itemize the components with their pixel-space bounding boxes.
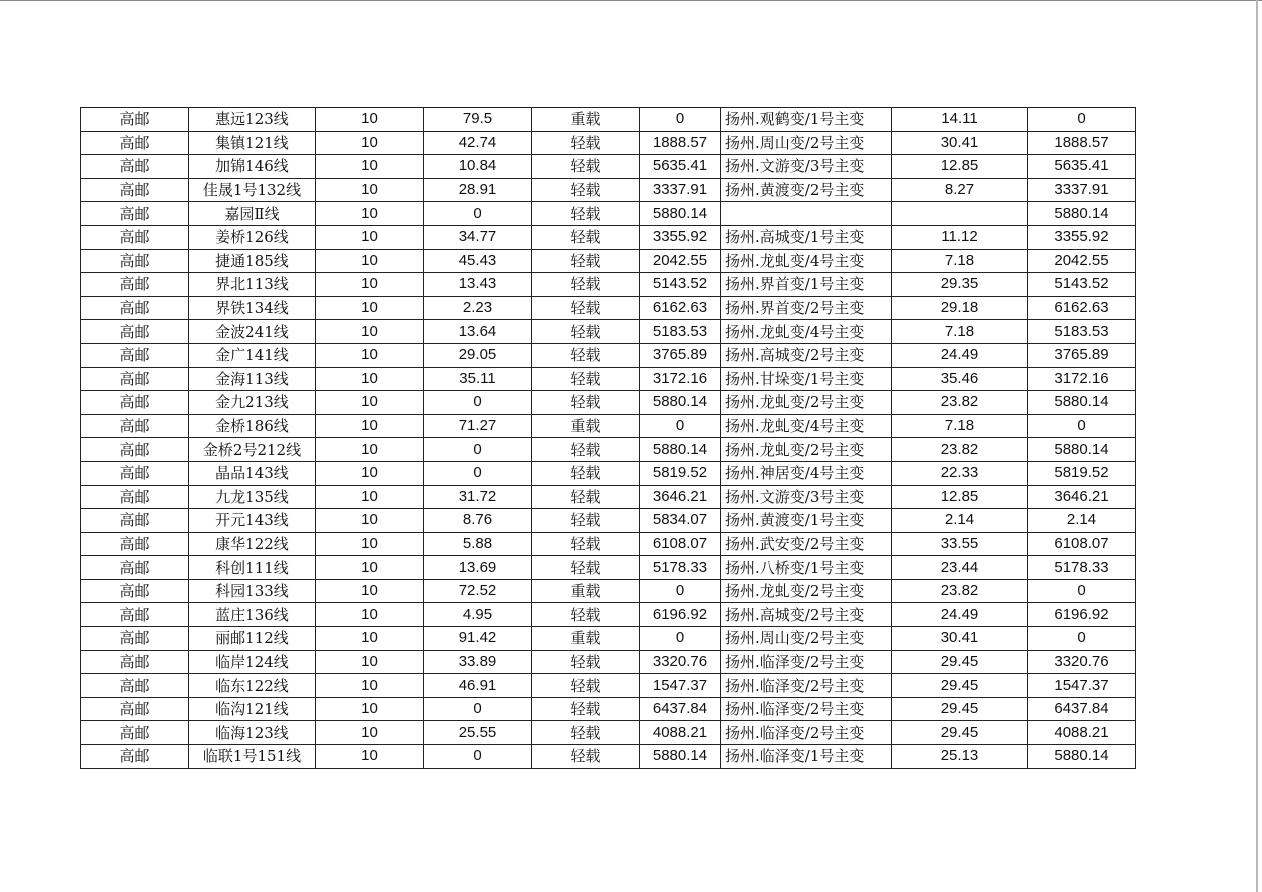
transformer-rate-cell: 2.14 bbox=[892, 509, 1028, 533]
load-rate-cell: 10.84 bbox=[424, 155, 532, 179]
spare-capacity-cell: 0 bbox=[640, 414, 721, 438]
table-row bbox=[81, 438, 1136, 462]
voltage-cell: 10 bbox=[316, 461, 424, 485]
transformer-rate-cell: 8.27 bbox=[892, 178, 1028, 202]
available-capacity-cell: 5183.53 bbox=[1028, 320, 1136, 344]
table-row bbox=[81, 225, 1136, 249]
load-status-cell: 轻载 bbox=[532, 603, 640, 627]
voltage-cell: 10 bbox=[316, 178, 424, 202]
transformer-rate-cell: 29.45 bbox=[892, 697, 1028, 721]
line-name-cell: 界北113线 bbox=[189, 273, 316, 297]
substation-cell bbox=[721, 202, 892, 226]
county-cell: 高邮 bbox=[81, 320, 189, 344]
spare-capacity-cell: 3172.16 bbox=[640, 367, 721, 391]
transformer-rate-cell: 24.49 bbox=[892, 343, 1028, 367]
table-row bbox=[81, 745, 1136, 769]
load-status-cell: 轻载 bbox=[532, 273, 640, 297]
substation-cell: 扬州.临泽变/1号主变 bbox=[721, 745, 892, 769]
available-capacity-cell: 3765.89 bbox=[1028, 343, 1136, 367]
page-right-edge bbox=[1256, 0, 1258, 892]
load-rate-cell: 4.95 bbox=[424, 603, 532, 627]
county-cell: 高邮 bbox=[81, 155, 189, 179]
available-capacity-cell: 0 bbox=[1028, 108, 1136, 132]
substation-cell: 扬州.高城变/2号主变 bbox=[721, 343, 892, 367]
load-status-cell: 轻载 bbox=[532, 509, 640, 533]
spare-capacity-cell: 6437.84 bbox=[640, 697, 721, 721]
load-status-cell: 轻载 bbox=[532, 721, 640, 745]
transformer-rate-cell: 14.11 bbox=[892, 108, 1028, 132]
load-rate-cell: 34.77 bbox=[424, 225, 532, 249]
voltage-cell: 10 bbox=[316, 202, 424, 226]
line-name-cell: 科园133线 bbox=[189, 579, 316, 603]
load-status-cell: 轻载 bbox=[532, 697, 640, 721]
county-cell: 高邮 bbox=[81, 461, 189, 485]
voltage-cell: 10 bbox=[316, 414, 424, 438]
substation-cell: 扬州.黄渡变/1号主变 bbox=[721, 509, 892, 533]
load-status-cell: 轻载 bbox=[532, 155, 640, 179]
load-status-cell: 轻载 bbox=[532, 532, 640, 556]
substation-cell: 扬州.周山变/2号主变 bbox=[721, 131, 892, 155]
voltage-cell: 10 bbox=[316, 225, 424, 249]
spare-capacity-cell: 5880.14 bbox=[640, 391, 721, 415]
load-rate-cell: 46.91 bbox=[424, 674, 532, 698]
voltage-cell: 10 bbox=[316, 367, 424, 391]
voltage-cell: 10 bbox=[316, 627, 424, 651]
load-status-cell: 轻载 bbox=[532, 461, 640, 485]
available-capacity-cell: 6196.92 bbox=[1028, 603, 1136, 627]
substation-cell: 扬州.观鹤变/1号主变 bbox=[721, 108, 892, 132]
county-cell: 高邮 bbox=[81, 627, 189, 651]
page-top-border bbox=[0, 0, 1262, 1]
load-status-cell: 重载 bbox=[532, 108, 640, 132]
county-cell: 高邮 bbox=[81, 273, 189, 297]
voltage-cell: 10 bbox=[316, 155, 424, 179]
data-table bbox=[80, 107, 1136, 769]
line-name-cell: 集镇121线 bbox=[189, 131, 316, 155]
load-rate-cell: 0 bbox=[424, 438, 532, 462]
county-cell: 高邮 bbox=[81, 603, 189, 627]
line-name-cell: 丽邮112线 bbox=[189, 627, 316, 651]
available-capacity-cell: 4088.21 bbox=[1028, 721, 1136, 745]
spare-capacity-cell: 0 bbox=[640, 627, 721, 651]
voltage-cell: 10 bbox=[316, 603, 424, 627]
line-name-cell: 蓝庄136线 bbox=[189, 603, 316, 627]
load-rate-cell: 45.43 bbox=[424, 249, 532, 273]
available-capacity-cell: 6108.07 bbox=[1028, 532, 1136, 556]
spare-capacity-cell: 3765.89 bbox=[640, 343, 721, 367]
table-row bbox=[81, 296, 1136, 320]
county-cell: 高邮 bbox=[81, 532, 189, 556]
available-capacity-cell: 5819.52 bbox=[1028, 461, 1136, 485]
spare-capacity-cell: 5635.41 bbox=[640, 155, 721, 179]
voltage-cell: 10 bbox=[316, 343, 424, 367]
load-status-cell: 轻载 bbox=[532, 320, 640, 344]
load-rate-cell: 13.43 bbox=[424, 273, 532, 297]
line-name-cell: 金波241线 bbox=[189, 320, 316, 344]
table-row bbox=[81, 131, 1136, 155]
available-capacity-cell: 5880.14 bbox=[1028, 438, 1136, 462]
load-rate-cell: 35.11 bbox=[424, 367, 532, 391]
substation-cell: 扬州.龙虬变/2号主变 bbox=[721, 391, 892, 415]
load-status-cell: 轻载 bbox=[532, 131, 640, 155]
load-status-cell: 轻载 bbox=[532, 343, 640, 367]
table-row bbox=[81, 627, 1136, 651]
available-capacity-cell: 3320.76 bbox=[1028, 650, 1136, 674]
line-name-cell: 嘉园Ⅱ线 bbox=[189, 202, 316, 226]
table-row bbox=[81, 249, 1136, 273]
transformer-rate-cell: 23.82 bbox=[892, 579, 1028, 603]
substation-cell: 扬州.甘垛变/1号主变 bbox=[721, 367, 892, 391]
spare-capacity-cell: 4088.21 bbox=[640, 721, 721, 745]
load-rate-cell: 25.55 bbox=[424, 721, 532, 745]
line-name-cell: 金桥2号212线 bbox=[189, 438, 316, 462]
county-cell: 高邮 bbox=[81, 438, 189, 462]
transformer-rate-cell: 7.18 bbox=[892, 249, 1028, 273]
line-name-cell: 九龙135线 bbox=[189, 485, 316, 509]
line-name-cell: 加锦146线 bbox=[189, 155, 316, 179]
load-rate-cell: 0 bbox=[424, 461, 532, 485]
load-rate-cell: 0 bbox=[424, 697, 532, 721]
transformer-rate-cell: 24.49 bbox=[892, 603, 1028, 627]
available-capacity-cell: 3337.91 bbox=[1028, 178, 1136, 202]
load-rate-cell: 13.64 bbox=[424, 320, 532, 344]
voltage-cell: 10 bbox=[316, 296, 424, 320]
transformer-rate-cell: 11.12 bbox=[892, 225, 1028, 249]
transformer-rate-cell: 23.82 bbox=[892, 438, 1028, 462]
load-status-cell: 轻载 bbox=[532, 178, 640, 202]
line-name-cell: 临东122线 bbox=[189, 674, 316, 698]
county-cell: 高邮 bbox=[81, 579, 189, 603]
transformer-rate-cell: 30.41 bbox=[892, 627, 1028, 651]
voltage-cell: 10 bbox=[316, 249, 424, 273]
available-capacity-cell: 3172.16 bbox=[1028, 367, 1136, 391]
load-rate-cell: 79.5 bbox=[424, 108, 532, 132]
available-capacity-cell: 5880.14 bbox=[1028, 202, 1136, 226]
table-row bbox=[81, 108, 1136, 132]
substation-cell: 扬州.高城变/1号主变 bbox=[721, 225, 892, 249]
load-status-cell: 轻载 bbox=[532, 745, 640, 769]
load-status-cell: 轻载 bbox=[532, 249, 640, 273]
table-row bbox=[81, 721, 1136, 745]
transformer-rate-cell: 12.85 bbox=[892, 485, 1028, 509]
line-name-cell: 捷通185线 bbox=[189, 249, 316, 273]
line-name-cell: 康华122线 bbox=[189, 532, 316, 556]
table-row bbox=[81, 178, 1136, 202]
spare-capacity-cell: 5178.33 bbox=[640, 556, 721, 580]
county-cell: 高邮 bbox=[81, 556, 189, 580]
transformer-rate-cell: 29.45 bbox=[892, 721, 1028, 745]
table-row bbox=[81, 155, 1136, 179]
transformer-rate-cell: 25.13 bbox=[892, 745, 1028, 769]
voltage-cell: 10 bbox=[316, 579, 424, 603]
load-rate-cell: 31.72 bbox=[424, 485, 532, 509]
spare-capacity-cell: 3355.92 bbox=[640, 225, 721, 249]
load-status-cell: 轻载 bbox=[532, 485, 640, 509]
available-capacity-cell: 1888.57 bbox=[1028, 131, 1136, 155]
load-status-cell: 重载 bbox=[532, 627, 640, 651]
available-capacity-cell: 2.14 bbox=[1028, 509, 1136, 533]
available-capacity-cell: 1547.37 bbox=[1028, 674, 1136, 698]
load-status-cell: 轻载 bbox=[532, 438, 640, 462]
line-name-cell: 惠远123线 bbox=[189, 108, 316, 132]
transformer-rate-cell: 7.18 bbox=[892, 414, 1028, 438]
table-row bbox=[81, 391, 1136, 415]
available-capacity-cell: 3355.92 bbox=[1028, 225, 1136, 249]
line-name-cell: 姜桥126线 bbox=[189, 225, 316, 249]
voltage-cell: 10 bbox=[316, 485, 424, 509]
available-capacity-cell: 5635.41 bbox=[1028, 155, 1136, 179]
spare-capacity-cell: 5880.14 bbox=[640, 438, 721, 462]
transformer-rate-cell: 12.85 bbox=[892, 155, 1028, 179]
line-name-cell: 临联1号151线 bbox=[189, 745, 316, 769]
load-rate-cell: 5.88 bbox=[424, 532, 532, 556]
load-status-cell: 轻载 bbox=[532, 225, 640, 249]
voltage-cell: 10 bbox=[316, 721, 424, 745]
load-status-cell: 轻载 bbox=[532, 650, 640, 674]
voltage-cell: 10 bbox=[316, 108, 424, 132]
spare-capacity-cell: 6162.63 bbox=[640, 296, 721, 320]
spare-capacity-cell: 2042.55 bbox=[640, 249, 721, 273]
available-capacity-cell: 5178.33 bbox=[1028, 556, 1136, 580]
transformer-rate-cell: 30.41 bbox=[892, 131, 1028, 155]
spare-capacity-cell: 5819.52 bbox=[640, 461, 721, 485]
load-rate-cell: 33.89 bbox=[424, 650, 532, 674]
load-rate-cell: 8.76 bbox=[424, 509, 532, 533]
county-cell: 高邮 bbox=[81, 650, 189, 674]
spare-capacity-cell: 3337.91 bbox=[640, 178, 721, 202]
load-rate-cell: 0 bbox=[424, 391, 532, 415]
table-row bbox=[81, 556, 1136, 580]
county-cell: 高邮 bbox=[81, 391, 189, 415]
substation-cell: 扬州.临泽变/2号主变 bbox=[721, 697, 892, 721]
available-capacity-cell: 0 bbox=[1028, 627, 1136, 651]
spare-capacity-cell: 6108.07 bbox=[640, 532, 721, 556]
load-status-cell: 重载 bbox=[532, 579, 640, 603]
transformer-rate-cell: 33.55 bbox=[892, 532, 1028, 556]
line-name-cell: 临岸124线 bbox=[189, 650, 316, 674]
county-cell: 高邮 bbox=[81, 202, 189, 226]
county-cell: 高邮 bbox=[81, 108, 189, 132]
table-row bbox=[81, 461, 1136, 485]
county-cell: 高邮 bbox=[81, 745, 189, 769]
transformer-rate-cell: 35.46 bbox=[892, 367, 1028, 391]
county-cell: 高邮 bbox=[81, 697, 189, 721]
load-rate-cell: 13.69 bbox=[424, 556, 532, 580]
load-rate-cell: 2.23 bbox=[424, 296, 532, 320]
load-status-cell: 轻载 bbox=[532, 556, 640, 580]
substation-cell: 扬州.高城变/2号主变 bbox=[721, 603, 892, 627]
table-row bbox=[81, 414, 1136, 438]
available-capacity-cell: 0 bbox=[1028, 414, 1136, 438]
voltage-cell: 10 bbox=[316, 509, 424, 533]
substation-cell: 扬州.文游变/3号主变 bbox=[721, 155, 892, 179]
line-name-cell: 金桥186线 bbox=[189, 414, 316, 438]
spare-capacity-cell: 5880.14 bbox=[640, 745, 721, 769]
spare-capacity-cell: 5183.53 bbox=[640, 320, 721, 344]
spare-capacity-cell: 0 bbox=[640, 579, 721, 603]
load-rate-cell: 71.27 bbox=[424, 414, 532, 438]
county-cell: 高邮 bbox=[81, 296, 189, 320]
voltage-cell: 10 bbox=[316, 320, 424, 344]
table-row bbox=[81, 320, 1136, 344]
table-row bbox=[81, 202, 1136, 226]
spare-capacity-cell: 1888.57 bbox=[640, 131, 721, 155]
voltage-cell: 10 bbox=[316, 674, 424, 698]
table-row bbox=[81, 532, 1136, 556]
available-capacity-cell: 6162.63 bbox=[1028, 296, 1136, 320]
table-row bbox=[81, 579, 1136, 603]
transformer-rate-cell bbox=[892, 202, 1028, 226]
table-row bbox=[81, 509, 1136, 533]
voltage-cell: 10 bbox=[316, 745, 424, 769]
transformer-rate-cell: 23.44 bbox=[892, 556, 1028, 580]
available-capacity-cell: 5143.52 bbox=[1028, 273, 1136, 297]
table-row bbox=[81, 697, 1136, 721]
transformer-rate-cell: 29.18 bbox=[892, 296, 1028, 320]
substation-cell: 扬州.文游变/3号主变 bbox=[721, 485, 892, 509]
spare-capacity-cell: 5834.07 bbox=[640, 509, 721, 533]
spare-capacity-cell: 3320.76 bbox=[640, 650, 721, 674]
substation-cell: 扬州.龙虬变/2号主变 bbox=[721, 438, 892, 462]
county-cell: 高邮 bbox=[81, 249, 189, 273]
line-name-cell: 佳晟1号132线 bbox=[189, 178, 316, 202]
substation-cell: 扬州.临泽变/2号主变 bbox=[721, 650, 892, 674]
substation-cell: 扬州.界首变/2号主变 bbox=[721, 296, 892, 320]
table-row bbox=[81, 273, 1136, 297]
table-row bbox=[81, 650, 1136, 674]
substation-cell: 扬州.界首变/1号主变 bbox=[721, 273, 892, 297]
load-status-cell: 轻载 bbox=[532, 367, 640, 391]
spare-capacity-cell: 5143.52 bbox=[640, 273, 721, 297]
available-capacity-cell: 0 bbox=[1028, 579, 1136, 603]
line-name-cell: 金九213线 bbox=[189, 391, 316, 415]
table-row bbox=[81, 367, 1136, 391]
available-capacity-cell: 2042.55 bbox=[1028, 249, 1136, 273]
load-status-cell: 轻载 bbox=[532, 674, 640, 698]
spare-capacity-cell: 3646.21 bbox=[640, 485, 721, 509]
spare-capacity-cell: 6196.92 bbox=[640, 603, 721, 627]
load-rate-cell: 72.52 bbox=[424, 579, 532, 603]
line-name-cell: 科创111线 bbox=[189, 556, 316, 580]
substation-cell: 扬州.龙虬变/2号主变 bbox=[721, 579, 892, 603]
county-cell: 高邮 bbox=[81, 131, 189, 155]
substation-cell: 扬州.八桥变/1号主变 bbox=[721, 556, 892, 580]
substation-cell: 扬州.周山变/2号主变 bbox=[721, 627, 892, 651]
voltage-cell: 10 bbox=[316, 532, 424, 556]
load-status-cell: 轻载 bbox=[532, 202, 640, 226]
substation-cell: 扬州.武安变/2号主变 bbox=[721, 532, 892, 556]
transformer-rate-cell: 7.18 bbox=[892, 320, 1028, 344]
county-cell: 高邮 bbox=[81, 178, 189, 202]
table-row bbox=[81, 674, 1136, 698]
transformer-rate-cell: 29.35 bbox=[892, 273, 1028, 297]
voltage-cell: 10 bbox=[316, 391, 424, 415]
load-rate-cell: 0 bbox=[424, 202, 532, 226]
spare-capacity-cell: 1547.37 bbox=[640, 674, 721, 698]
transformer-rate-cell: 23.82 bbox=[892, 391, 1028, 415]
table-row bbox=[81, 603, 1136, 627]
line-name-cell: 晶品143线 bbox=[189, 461, 316, 485]
load-rate-cell: 29.05 bbox=[424, 343, 532, 367]
table-body bbox=[81, 108, 1136, 769]
line-name-cell: 临沟121线 bbox=[189, 697, 316, 721]
county-cell: 高邮 bbox=[81, 414, 189, 438]
line-name-cell: 开元143线 bbox=[189, 509, 316, 533]
substation-cell: 扬州.临泽变/2号主变 bbox=[721, 674, 892, 698]
county-cell: 高邮 bbox=[81, 367, 189, 391]
table-row bbox=[81, 485, 1136, 509]
voltage-cell: 10 bbox=[316, 438, 424, 462]
county-cell: 高邮 bbox=[81, 674, 189, 698]
transformer-rate-cell: 22.33 bbox=[892, 461, 1028, 485]
load-rate-cell: 0 bbox=[424, 745, 532, 769]
voltage-cell: 10 bbox=[316, 556, 424, 580]
load-rate-cell: 42.74 bbox=[424, 131, 532, 155]
available-capacity-cell: 5880.14 bbox=[1028, 745, 1136, 769]
substation-cell: 扬州.龙虬变/4号主变 bbox=[721, 320, 892, 344]
load-rate-cell: 28.91 bbox=[424, 178, 532, 202]
county-cell: 高邮 bbox=[81, 509, 189, 533]
county-cell: 高邮 bbox=[81, 485, 189, 509]
load-rate-cell: 91.42 bbox=[424, 627, 532, 651]
substation-cell: 扬州.黄渡变/2号主变 bbox=[721, 178, 892, 202]
substation-cell: 扬州.龙虬变/4号主变 bbox=[721, 414, 892, 438]
table-row bbox=[81, 343, 1136, 367]
line-name-cell: 金海113线 bbox=[189, 367, 316, 391]
voltage-cell: 10 bbox=[316, 131, 424, 155]
line-name-cell: 临海123线 bbox=[189, 721, 316, 745]
voltage-cell: 10 bbox=[316, 273, 424, 297]
substation-cell: 扬州.龙虬变/4号主变 bbox=[721, 249, 892, 273]
load-status-cell: 轻载 bbox=[532, 391, 640, 415]
county-cell: 高邮 bbox=[81, 343, 189, 367]
available-capacity-cell: 5880.14 bbox=[1028, 391, 1136, 415]
transformer-rate-cell: 29.45 bbox=[892, 650, 1028, 674]
county-cell: 高邮 bbox=[81, 225, 189, 249]
load-status-cell: 轻载 bbox=[532, 296, 640, 320]
substation-cell: 扬州.神居变/4号主变 bbox=[721, 461, 892, 485]
load-status-cell: 重载 bbox=[532, 414, 640, 438]
county-cell: 高邮 bbox=[81, 721, 189, 745]
line-name-cell: 界铁134线 bbox=[189, 296, 316, 320]
available-capacity-cell: 3646.21 bbox=[1028, 485, 1136, 509]
transformer-rate-cell: 29.45 bbox=[892, 674, 1028, 698]
voltage-cell: 10 bbox=[316, 650, 424, 674]
voltage-cell: 10 bbox=[316, 697, 424, 721]
spare-capacity-cell: 5880.14 bbox=[640, 202, 721, 226]
spare-capacity-cell: 0 bbox=[640, 108, 721, 132]
substation-cell: 扬州.临泽变/2号主变 bbox=[721, 721, 892, 745]
available-capacity-cell: 6437.84 bbox=[1028, 697, 1136, 721]
line-name-cell: 金广141线 bbox=[189, 343, 316, 367]
